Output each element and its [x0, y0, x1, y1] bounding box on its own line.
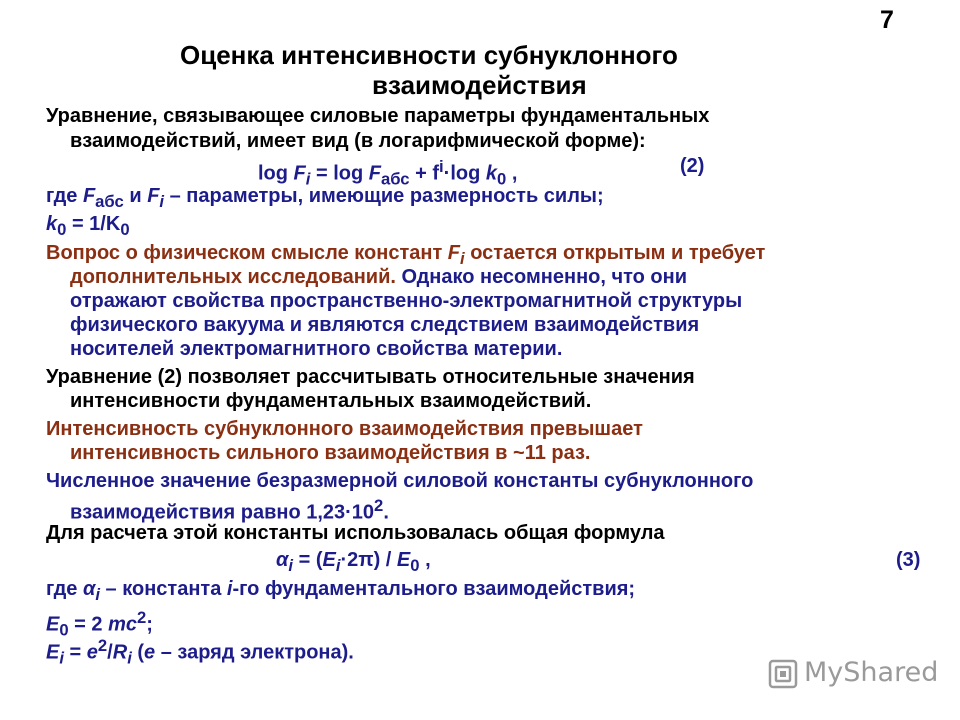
equation-2: $\log F_i = \log F_{абс} + f^i\cdot\log$ $k_0$ , — [258, 157, 518, 189]
p4-line1: Интенсивность субнуклонного взаимодействия превышает — [46, 418, 643, 440]
equation-3-number: (3) — [896, 549, 921, 571]
p3-line1: Уравнение (2) позволяет рассчитывать относительные значения — [46, 366, 695, 388]
p2-line4: физического вакуума и являются следствием взаимодействия — [70, 314, 700, 336]
ei-definition: $E_i = e^2/R_i$ (e – заряд электрона). — [46, 636, 354, 668]
p2-line1: Вопрос о физическом смысле констант $F_i$ остается открытым и требует — [46, 242, 766, 268]
watermark — [768, 657, 939, 691]
p5-line2: взаимодействия равно $1,23\cdot 10^2$. — [70, 496, 389, 524]
page-number: 7 — [880, 6, 894, 34]
p1-line1: Уравнение, связывающее силовые параметры фундаментальных — [46, 105, 710, 127]
p4-line2: интенсивность сильного взаимодействия в ~11 раз. — [70, 442, 591, 464]
slide-title-line2: взаимодействия — [372, 70, 587, 100]
p6-line1: Для расчета этой константы использовалась общая формула — [46, 522, 665, 544]
p2-line2: дополнительных исследований. Однако несомненно, что они — [70, 266, 687, 288]
e0-definition: $E_0 = 2$ $mc^2$; — [46, 608, 153, 640]
p5-line1: Численное значение безразмерной силовой константы субнуклонного — [46, 470, 754, 492]
slide-title-line1: Оценка интенсивности субнуклонного — [180, 40, 678, 70]
watermark-text: MyShared — [804, 657, 939, 688]
where-line-2: где $\alpha_i$ – константа i-го фундаментального взаимодействия; — [46, 578, 636, 604]
k0-definition: $k_0 = 1/K_0$ — [46, 213, 130, 239]
equation-3: $\alpha_i = (E_i\cdot 2\pi) / E_0$ , — [276, 549, 431, 575]
p2-line5: носителей электромагнитного свойства материи. — [70, 338, 563, 360]
p3-line2: интенсивности фундаментальных взаимодействий. — [70, 390, 592, 412]
p2-line3: отражают свойства пространственно-электромагнитной структуры — [70, 290, 743, 312]
p1-line2: взаимодействий, имеет вид (в логарифмической форме): — [70, 130, 646, 152]
myshared-logo-icon — [768, 659, 798, 689]
equation-2-number: (2) — [680, 155, 705, 177]
where-line-1: где $F_{абс}$ и $F_i$ – параметры, имеющие размерность силы; — [46, 185, 604, 211]
